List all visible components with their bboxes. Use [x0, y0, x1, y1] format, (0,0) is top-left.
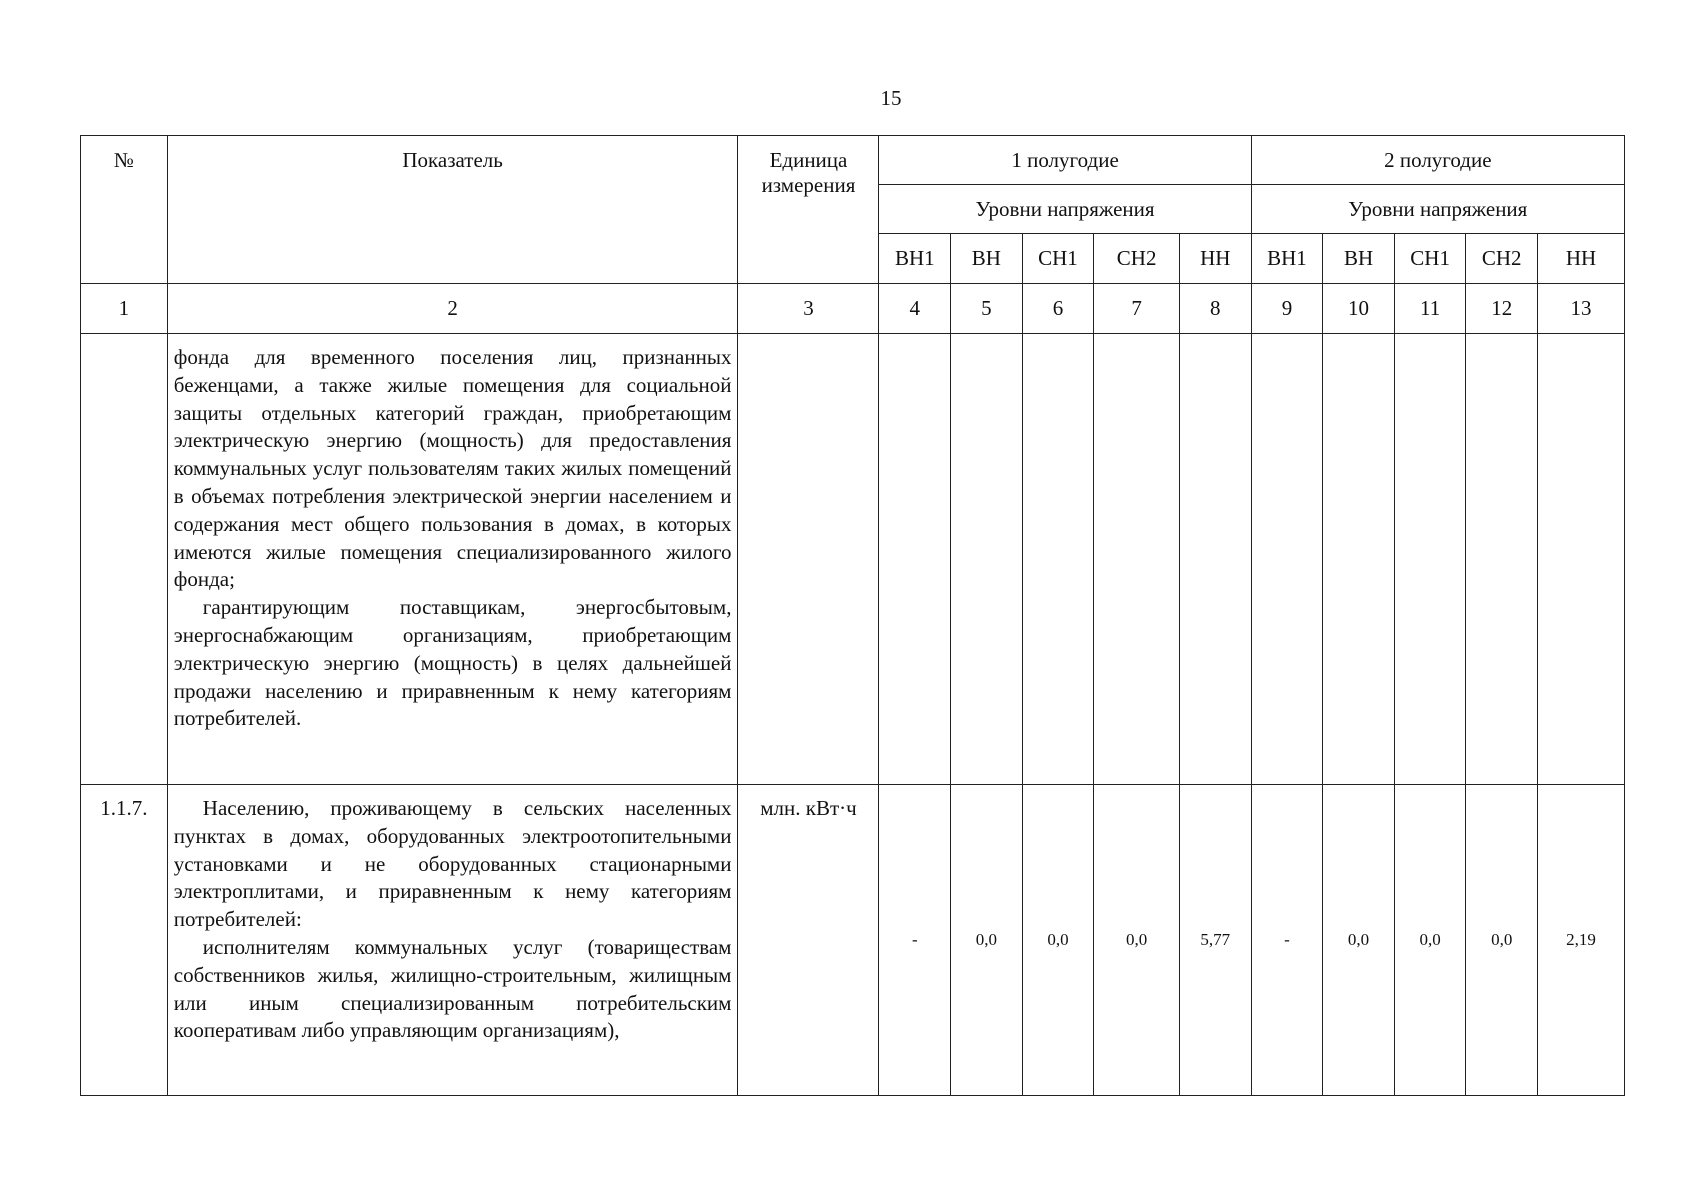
value-cell: 2,19 — [1538, 785, 1625, 1096]
unit-cell — [738, 334, 879, 785]
column-number: 9 — [1251, 284, 1323, 334]
value-cell — [1538, 334, 1625, 785]
header-level: СН1 — [1022, 234, 1094, 284]
indicator-paragraph: гарантирующим поставщикам, энергосбытовым, энергоснабжающим организациям, приобретающим электрическую энергию (мощность) в целях дальнейшей продажи населению и приравненным к нему категориям потребителей. — [173, 595, 732, 731]
header-level: ВН — [951, 234, 1023, 284]
indicator-text — [167, 334, 738, 785]
value-cell: 0,0 — [1022, 785, 1094, 1096]
value-cell: - — [879, 785, 951, 1096]
column-number: 10 — [1323, 284, 1395, 334]
value-cell — [1394, 334, 1466, 785]
header-level: ВН1 — [1251, 234, 1323, 284]
unit-cell: млн. кВт·ч — [738, 785, 879, 1096]
column-number: 3 — [738, 284, 879, 334]
indicator-paragraph: исполнителям коммунальных услуг (товариществам собственников жилья, жилищно-строительным, жилищным или иным специализированным потребительским кооперативам либо управляющим организациям), — [173, 934, 732, 1043]
tariff-table — [80, 135, 1625, 1096]
row-number: 1.1.7. — [81, 785, 168, 1096]
column-number: 8 — [1179, 284, 1251, 334]
value-cell: 0,0 — [951, 785, 1023, 1096]
header-indicator: Показатель — [167, 136, 738, 284]
header-level: СН1 — [1394, 234, 1466, 284]
value-cell: - — [1251, 785, 1323, 1096]
header-no: № — [81, 136, 168, 284]
value-cell: 0,0 — [1466, 785, 1538, 1096]
column-number-row — [81, 284, 1625, 334]
column-number: 2 — [167, 284, 738, 334]
column-number: 7 — [1094, 284, 1180, 334]
header-row-1 — [81, 136, 1625, 185]
header-half-1: 1 полугодие — [879, 136, 1251, 185]
value-cell — [1094, 334, 1180, 785]
header-half-2: 2 полугодие — [1251, 136, 1624, 185]
value-cell — [1466, 334, 1538, 785]
header-voltage-levels-2: Уровни напряжения — [1251, 185, 1624, 234]
header-level: ВН1 — [879, 234, 951, 284]
value-cell — [951, 334, 1023, 785]
header-level: НН — [1179, 234, 1251, 284]
value-cell — [1251, 334, 1323, 785]
table-row — [81, 785, 1625, 1096]
column-number: 1 — [81, 284, 168, 334]
column-number: 5 — [951, 284, 1023, 334]
header-level: НН — [1538, 234, 1625, 284]
value-cell — [1179, 334, 1251, 785]
indicator-paragraph: Населению, проживающему в сельских населенных пунктах в домах, оборудованных электроотопительными установками и не оборудованных стационарными электроплитами, и приравненным к нему категориям потребителей: — [173, 796, 732, 932]
column-number: 13 — [1538, 284, 1625, 334]
header-voltage-levels-1: Уровни напряжения — [879, 185, 1251, 234]
value-cell — [879, 334, 951, 785]
column-number: 12 — [1466, 284, 1538, 334]
row-number — [81, 334, 168, 785]
column-number: 6 — [1022, 284, 1094, 334]
value-cell: 0,0 — [1394, 785, 1466, 1096]
page-number: 15 — [880, 86, 902, 110]
value-cell — [1323, 334, 1395, 785]
column-number: 11 — [1394, 284, 1466, 334]
header-level: СН2 — [1466, 234, 1538, 284]
indicator-paragraph: фонда для временного поселения лиц, признанных беженцами, а также жилые помещения для социальной защиты отдельных категорий граждан, приобретающим электрическую энергию (мощность) для предоставления коммунальных услуг пользователям таких жилых помещений в объемах потребления электрической энергии населением и содержания мест общего пользования в домах, в которых имеются жилые помещения специализированного жилого фонда; — [173, 345, 732, 592]
header-level: ВН — [1323, 234, 1395, 284]
value-cell: 5,77 — [1179, 785, 1251, 1096]
header-level: СН2 — [1094, 234, 1180, 284]
value-cell: 0,0 — [1323, 785, 1395, 1096]
value-cell — [1022, 334, 1094, 785]
indicator-text — [167, 785, 738, 1096]
header-unit: Единица измерения — [738, 136, 879, 284]
value-cell: 0,0 — [1094, 785, 1180, 1096]
table-row — [81, 334, 1625, 785]
column-number: 4 — [879, 284, 951, 334]
